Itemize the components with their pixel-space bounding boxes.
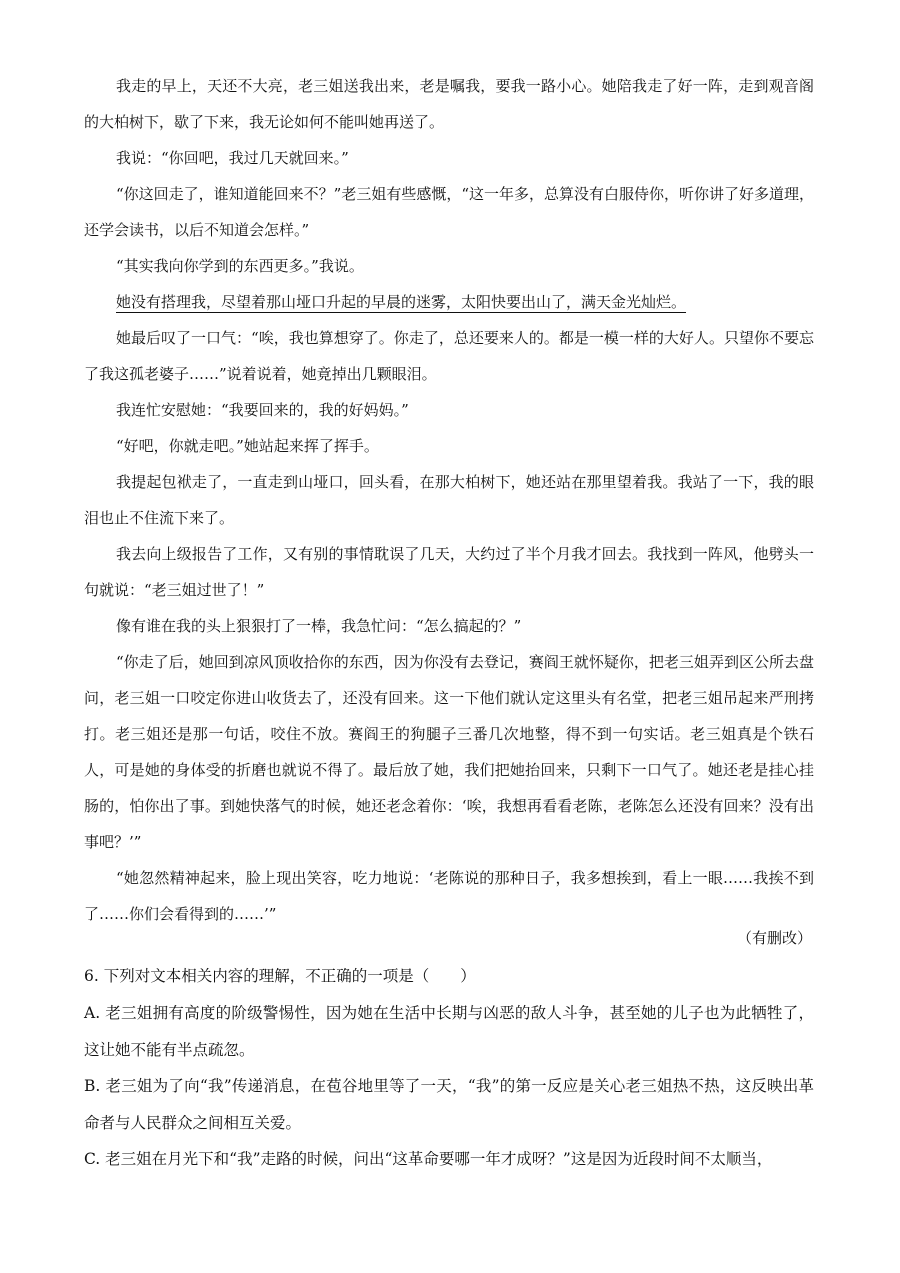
passage-paragraph-8: “好吧，你就走吧。”她站起来挥了挥手。: [116, 437, 379, 455]
passage-paragraph-12: “你走了后，她回到凉风顶收拾你的东西，因为你没有去登记，赛阎王就怀疑你，把老三姐弄到区公所去盘问，老三姐一口咬定你进山收货去了，还没有回来。这一下他们就认定这里头有名堂，把老三姐吊起来严刑拷打。老三姐还是那一句话，咬住不放。赛阎王的狗腿子三番几次地整，得不到一句实话。老三姐真是个铁石人，可是她的身体受的折磨也就说不得了。最后放了她，我们把她抬回来，只剩下一口气了。她还老是挂心挂肠的，怕你出了事。到她快落气的时候，她还老念着你：‘唉，我想再看看老陈，老陈怎么还没有回来？没有出事吧？’”: [84, 653, 814, 851]
passage-paragraph-13: “她忽然精神起来，脸上现出笑容，吃力地说：‘老陈说的那种日子，我多想挨到，看上一眼……我挨不到了……你们会看得到的……’”: [84, 869, 814, 923]
passage-paragraph-6: 她最后叹了一口气：“唉，我也算想穿了。你走了，总还要来人的。都是一模一样的大好人。只望你不要忘了我这孤老婆子……”说着说着，她竟掉出几颗眼泪。: [84, 329, 814, 383]
question-stem: 6. 下列对文本相关内容的理解，不正确的一项是（ ）: [84, 967, 476, 985]
passage-paragraph-11: 像有谁在我的头上狠狠打了一棒，我急忙问：“怎么搞起的？”: [116, 617, 522, 635]
underlined-sentence: 她没有搭理我，尽望着那山垭口升起的早晨的迷雾，太阳快要出山了，满天金光灿烂。: [116, 293, 687, 311]
passage-paragraph-5-wrap: [84, 284, 814, 320]
option-a: A. 老三姐拥有高度的阶级警惕性，因为她在生活中长期与凶恶的敌人斗争，甚至她的儿子也为此牺牲了，这让她不能有半点疏忽。: [84, 1004, 814, 1059]
passage-paragraph-9: 我提起包袱走了，一直走到山垭口，回头看，在那大柏树下，她还站在那里望着我。我站了一下，我的眼泪也止不住流下来了。: [84, 473, 814, 527]
option-b: B. 老三姐为了向“我”传递消息，在苞谷地里等了一天，“我”的第一反应是关心老三姐热不热，这反映出革命者与人民群众之间相互关爱。: [84, 1077, 814, 1132]
source-note: （有删改）: [736, 929, 812, 947]
passage-paragraph-2: 我说：“你回吧，我过几天就回来。”: [116, 149, 349, 167]
passage-paragraph-10: 我去向上级报告了工作，又有别的事情耽误了几天，大约过了半个月我才回去。我找到一阵风，他劈头一句就说：“老三姐过世了！”: [84, 545, 814, 599]
passage-paragraph-1: 我走的早上，天还不大亮，老三姐送我出来，老是嘱我，要我一路小心。她陪我走了好一阵，走到观音阁的大柏树下，歇了下来，我无论如何不能叫她再送了。: [84, 77, 814, 131]
passage-paragraph-7: 我连忙安慰她：“我要回来的，我的好妈妈。”: [116, 401, 409, 419]
passage-paragraph-4: “其实我向你学到的东西更多。”我说。: [116, 257, 364, 275]
passage-paragraph-3: “你这回走了，谁知道能回来不？”老三姐有些感慨，“这一年多，总算没有白服侍你，听你讲了好多道理，还学会读书，以后不知道会怎样。”: [84, 185, 815, 239]
option-c: C. 老三姐在月光下和“我”走路的时候，问出“这革命要哪一年才成呀？”这是因为近段时间不太顺当，: [84, 1150, 773, 1168]
